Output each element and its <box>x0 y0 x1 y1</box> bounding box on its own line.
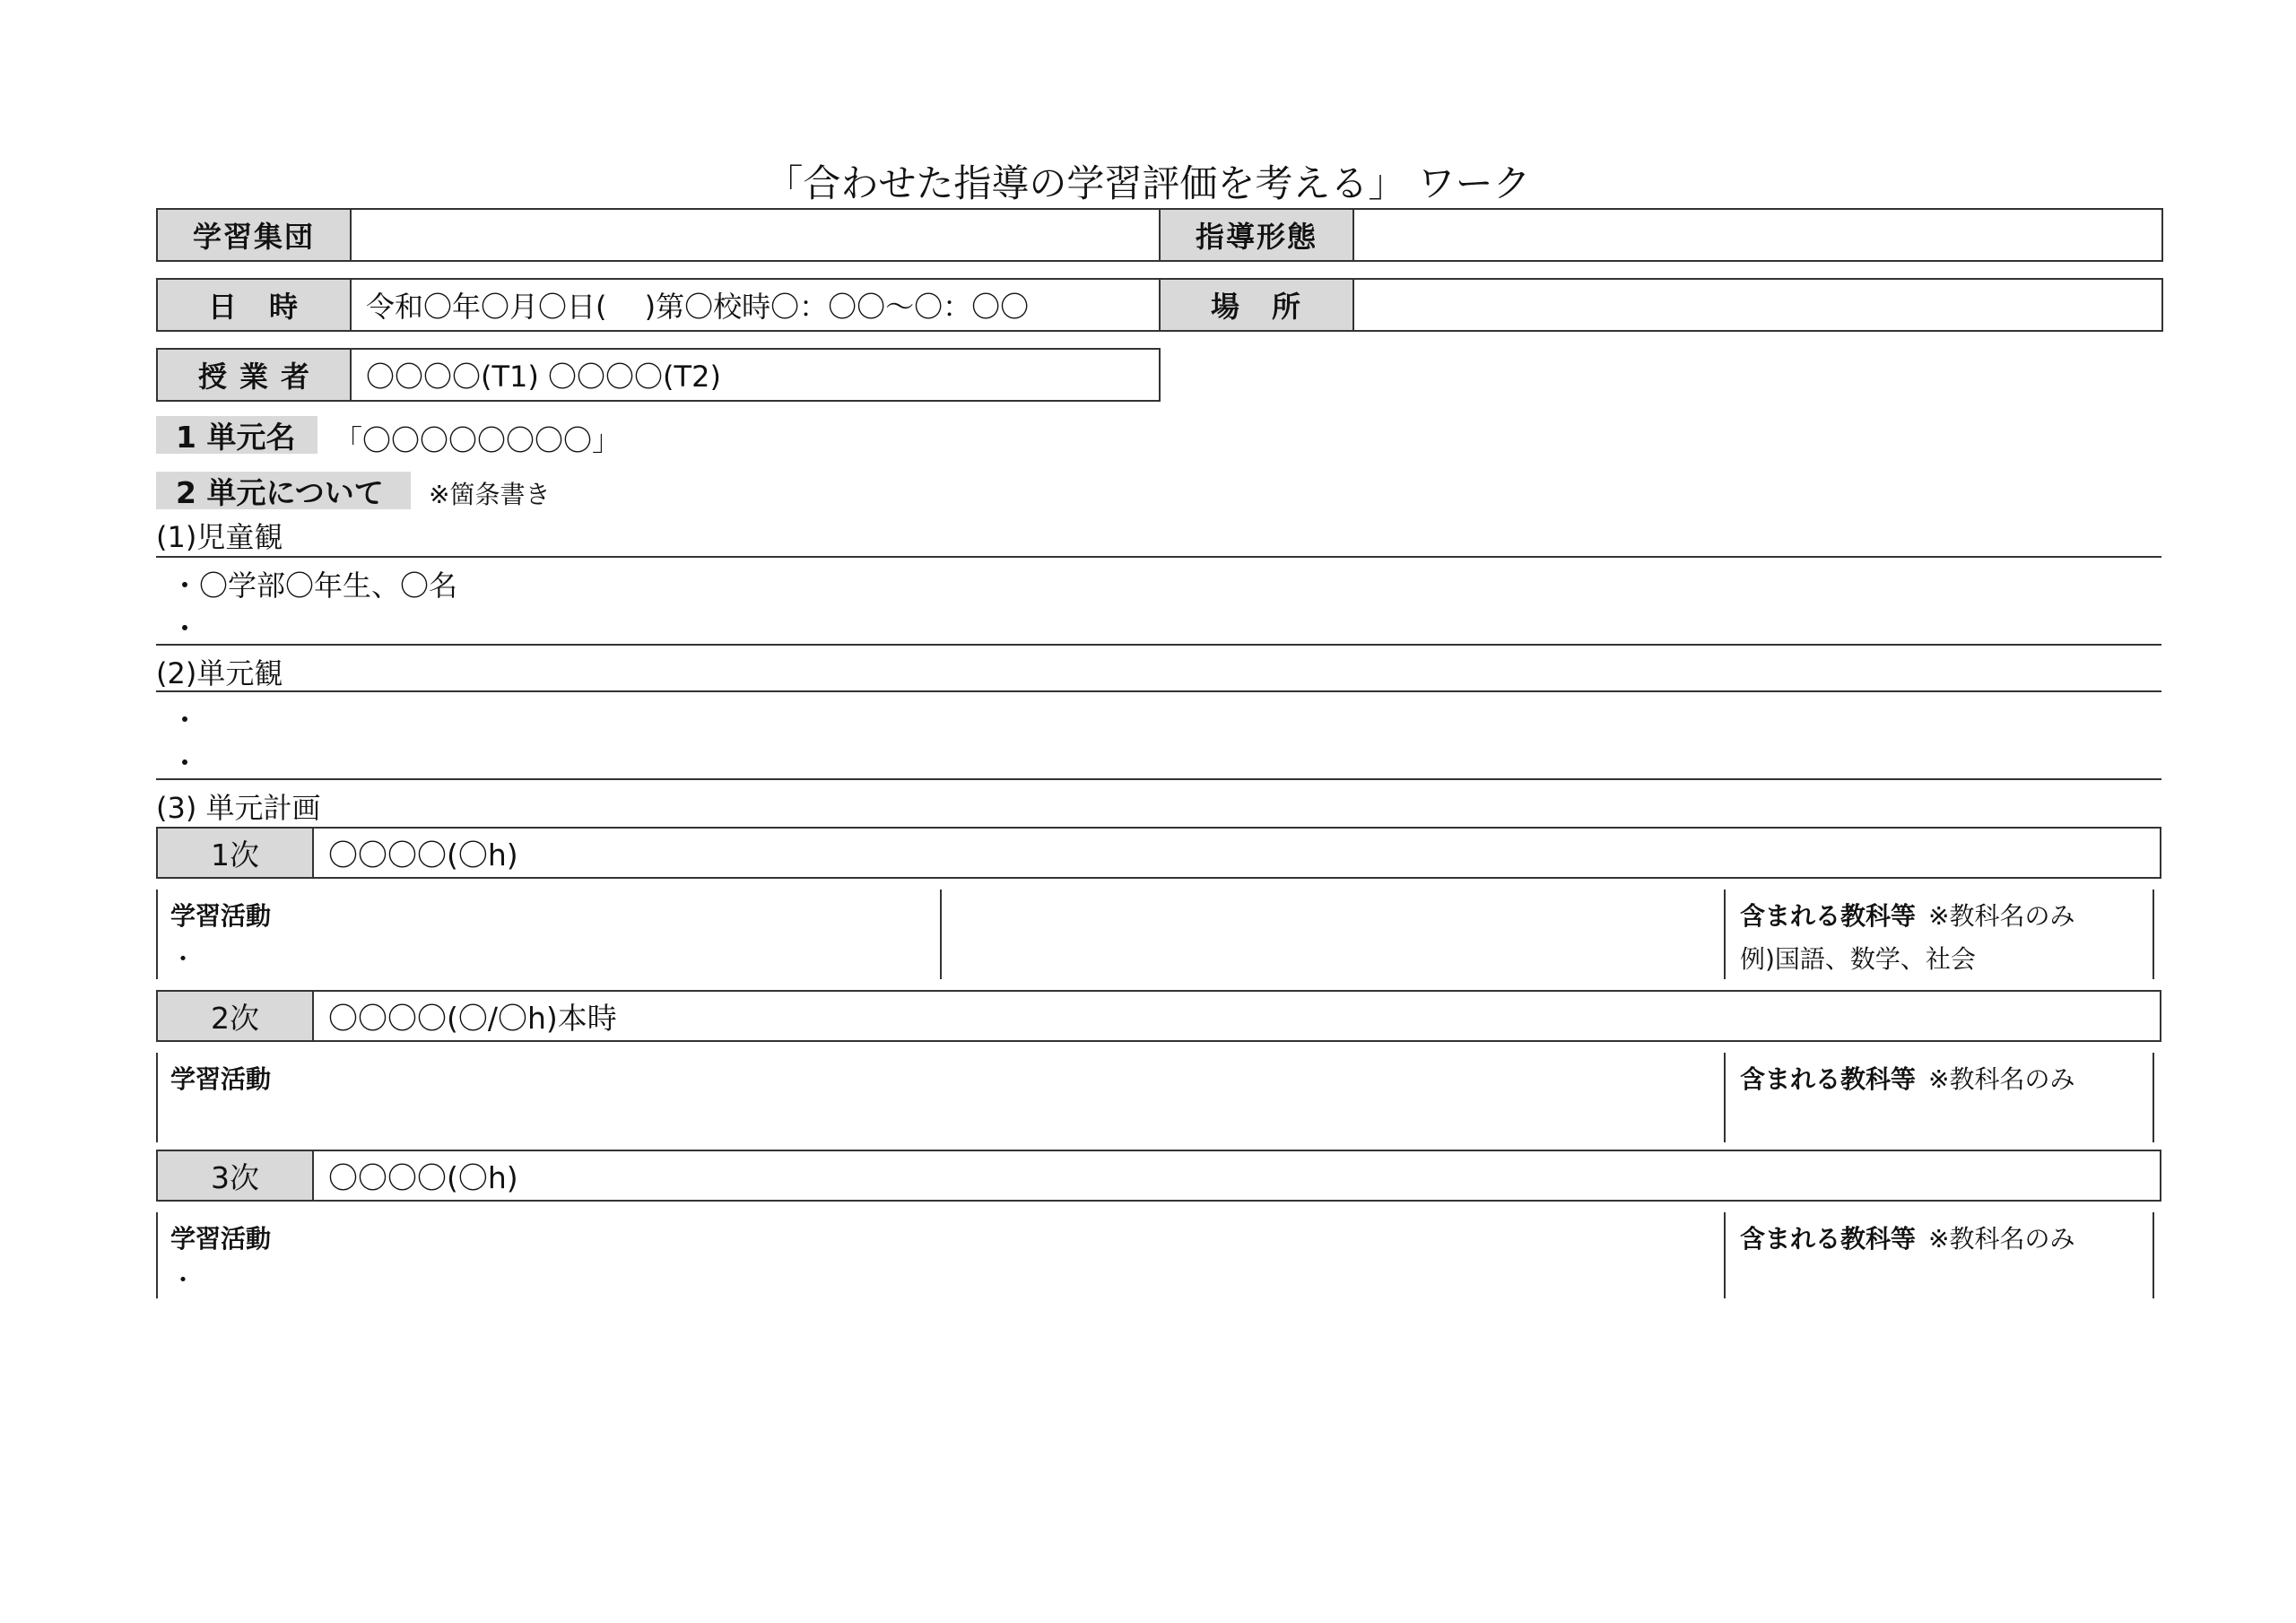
sub2-title: (2)単元観 <box>156 656 283 690</box>
place-field[interactable] <box>1352 278 2163 332</box>
divider <box>156 778 2161 780</box>
subjects-note: ※教科名のみ <box>1928 1224 2075 1254</box>
teacher-field[interactable]: 〇〇〇〇(T1) 〇〇〇〇(T2) <box>350 348 1161 402</box>
section2-note: ※箇条書き <box>429 480 551 509</box>
stage-title: 〇〇〇〇(〇/〇h)本時 <box>328 1000 617 1036</box>
unit-name: 「〇〇〇〇〇〇〇〇」 <box>334 423 622 457</box>
sub1-title: (1)児童観 <box>156 520 283 554</box>
section1-heading: 1 単元名 <box>156 416 317 454</box>
subjects-label: 含まれる教科等 <box>1740 1224 1917 1254</box>
activity-label: 学習活動 <box>170 901 272 931</box>
stage-number: 3次 <box>158 1151 314 1200</box>
section2-heading: 2 単元について <box>156 472 411 509</box>
sub3-title: (3) 単元計画 <box>156 791 321 825</box>
datetime-label: 日 時 <box>156 278 352 332</box>
sub2-item: ・ <box>170 746 200 780</box>
group-field[interactable] <box>350 208 1161 262</box>
subjects-note: ※教科名のみ <box>1928 901 2075 931</box>
sub2-item: ・ <box>170 703 200 737</box>
divider <box>156 690 2161 692</box>
form-field[interactable] <box>1352 208 2163 262</box>
sub1-item: ・〇学部〇年生、〇名 <box>170 568 458 603</box>
place-label: 場 所 <box>1159 278 1354 332</box>
subjects-label: 含まれる教科等 <box>1740 1064 1917 1094</box>
form-label: 指導形態 <box>1159 208 1354 262</box>
activity-label: 学習活動 <box>170 1064 272 1094</box>
subjects-label: 含まれる教科等 <box>1740 901 1917 931</box>
stage-title: 〇〇〇〇(〇h) <box>328 1159 518 1195</box>
sub1-item: ・ <box>170 612 200 646</box>
datetime-field[interactable]: 令和〇年〇月〇日( )第〇校時〇：〇〇～〇：〇〇 <box>350 278 1161 332</box>
subjects-note: ※教科名のみ <box>1928 1064 2075 1094</box>
activity-label: 学習活動 <box>170 1224 272 1254</box>
activity-item: ・ <box>170 944 196 974</box>
plan-stage-2 <box>156 990 2161 1042</box>
group-label: 学習集団 <box>156 208 352 262</box>
divider <box>156 644 2161 646</box>
plan-stage-1 <box>156 827 2161 879</box>
activity-item: ・ <box>170 1265 196 1295</box>
subjects-example: 例)国語、数学、社会 <box>1740 944 1976 974</box>
page-title: 「合わせた指導の学習評価を考える」 ワーク <box>765 161 1531 205</box>
stage-title: 〇〇〇〇(〇h) <box>328 837 518 872</box>
divider <box>156 556 2161 558</box>
teacher-label: 授業者 <box>156 348 352 402</box>
stage-number: 2次 <box>158 992 314 1040</box>
stage-number: 1次 <box>158 829 314 877</box>
plan-stage-3 <box>156 1150 2161 1202</box>
